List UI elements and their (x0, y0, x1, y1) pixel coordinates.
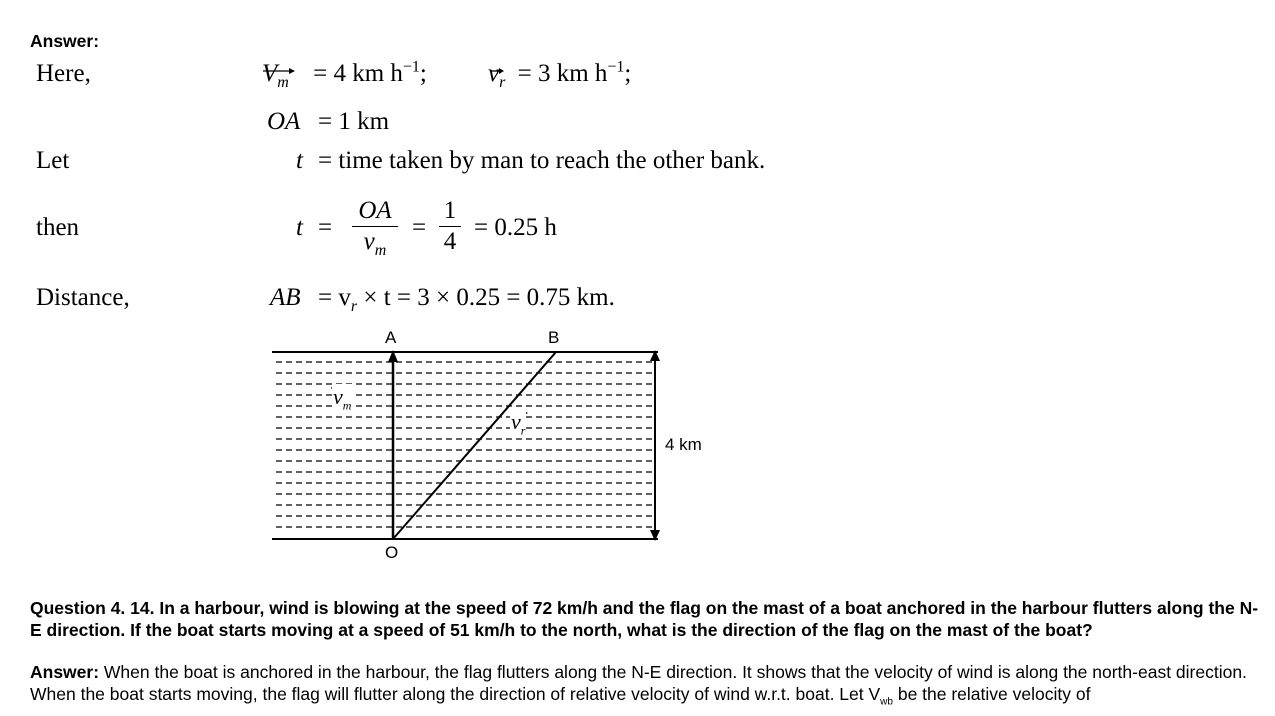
then-result: = 0.25 h (474, 214, 557, 241)
let-lhs: t (296, 147, 303, 174)
vector-arrow-icon (262, 54, 294, 62)
answer-label: Answer: (30, 31, 100, 51)
fraction-oa-over-vm: $\frac{OA}{v_m}$ (352, 196, 398, 257)
river-crossing-diagram (268, 326, 718, 566)
let-rhs: = time taken by man to reach the other bank. (318, 147, 766, 174)
fraction-one-quarter: $\frac{1}{4}$ (439, 196, 461, 257)
label-b: B (548, 328, 560, 347)
distance-label: Distance, (36, 284, 130, 311)
here-eq2: $v_r = 3$ km $h^{-1}$; (488, 60, 631, 88)
answer2-label: Answer: (30, 662, 100, 682)
vector-arrow-icon (490, 54, 504, 62)
question-text: Question 4. 14. In a harbour, wind is blowing at the speed of 72 km/h and the flag on the mast of a boat anchored in the harbour flutters along the N-E direction. If the boat starts moving at a speed of 51 km/h to the north, what is the direction of the flag on the mast of the boat? (30, 598, 1259, 640)
label-vr: $v_r$ (511, 409, 526, 438)
here-label: Here, (36, 60, 91, 87)
ob-diagonal-line (393, 352, 556, 539)
oa-lhs: OA (267, 108, 301, 135)
let-label: Let (36, 147, 70, 174)
then-lhs: t (296, 214, 303, 241)
label-width: 4 km (665, 435, 702, 454)
then-eq2: = (412, 214, 427, 241)
answer-paragraph: Answer: When the boat is anchored in the harbour, the flag flutters along the N-E direction. It shows that the velocity of wind is along the north-east direction. When the boat starts moving, the flag will flutter along the direction of relative velocity of wind w.r.t. boat. Let $V_{wb}$ be the relative velocity of (30, 662, 1247, 708)
distance-rhs: = $v_r \times t = 3 \times 0.25 = 0.75$ km. (318, 284, 615, 315)
label-o: O (385, 543, 399, 562)
oa-rhs: = 1 km (318, 108, 390, 135)
here-eq1: $V_m = 4$ km $h^{-1}$; (262, 60, 427, 88)
distance-lhs: AB (270, 284, 301, 311)
label-a: A (385, 328, 397, 347)
label-vm: $v_m$ (333, 384, 352, 413)
then-eq: = (318, 214, 333, 241)
then-label: then (36, 214, 80, 241)
